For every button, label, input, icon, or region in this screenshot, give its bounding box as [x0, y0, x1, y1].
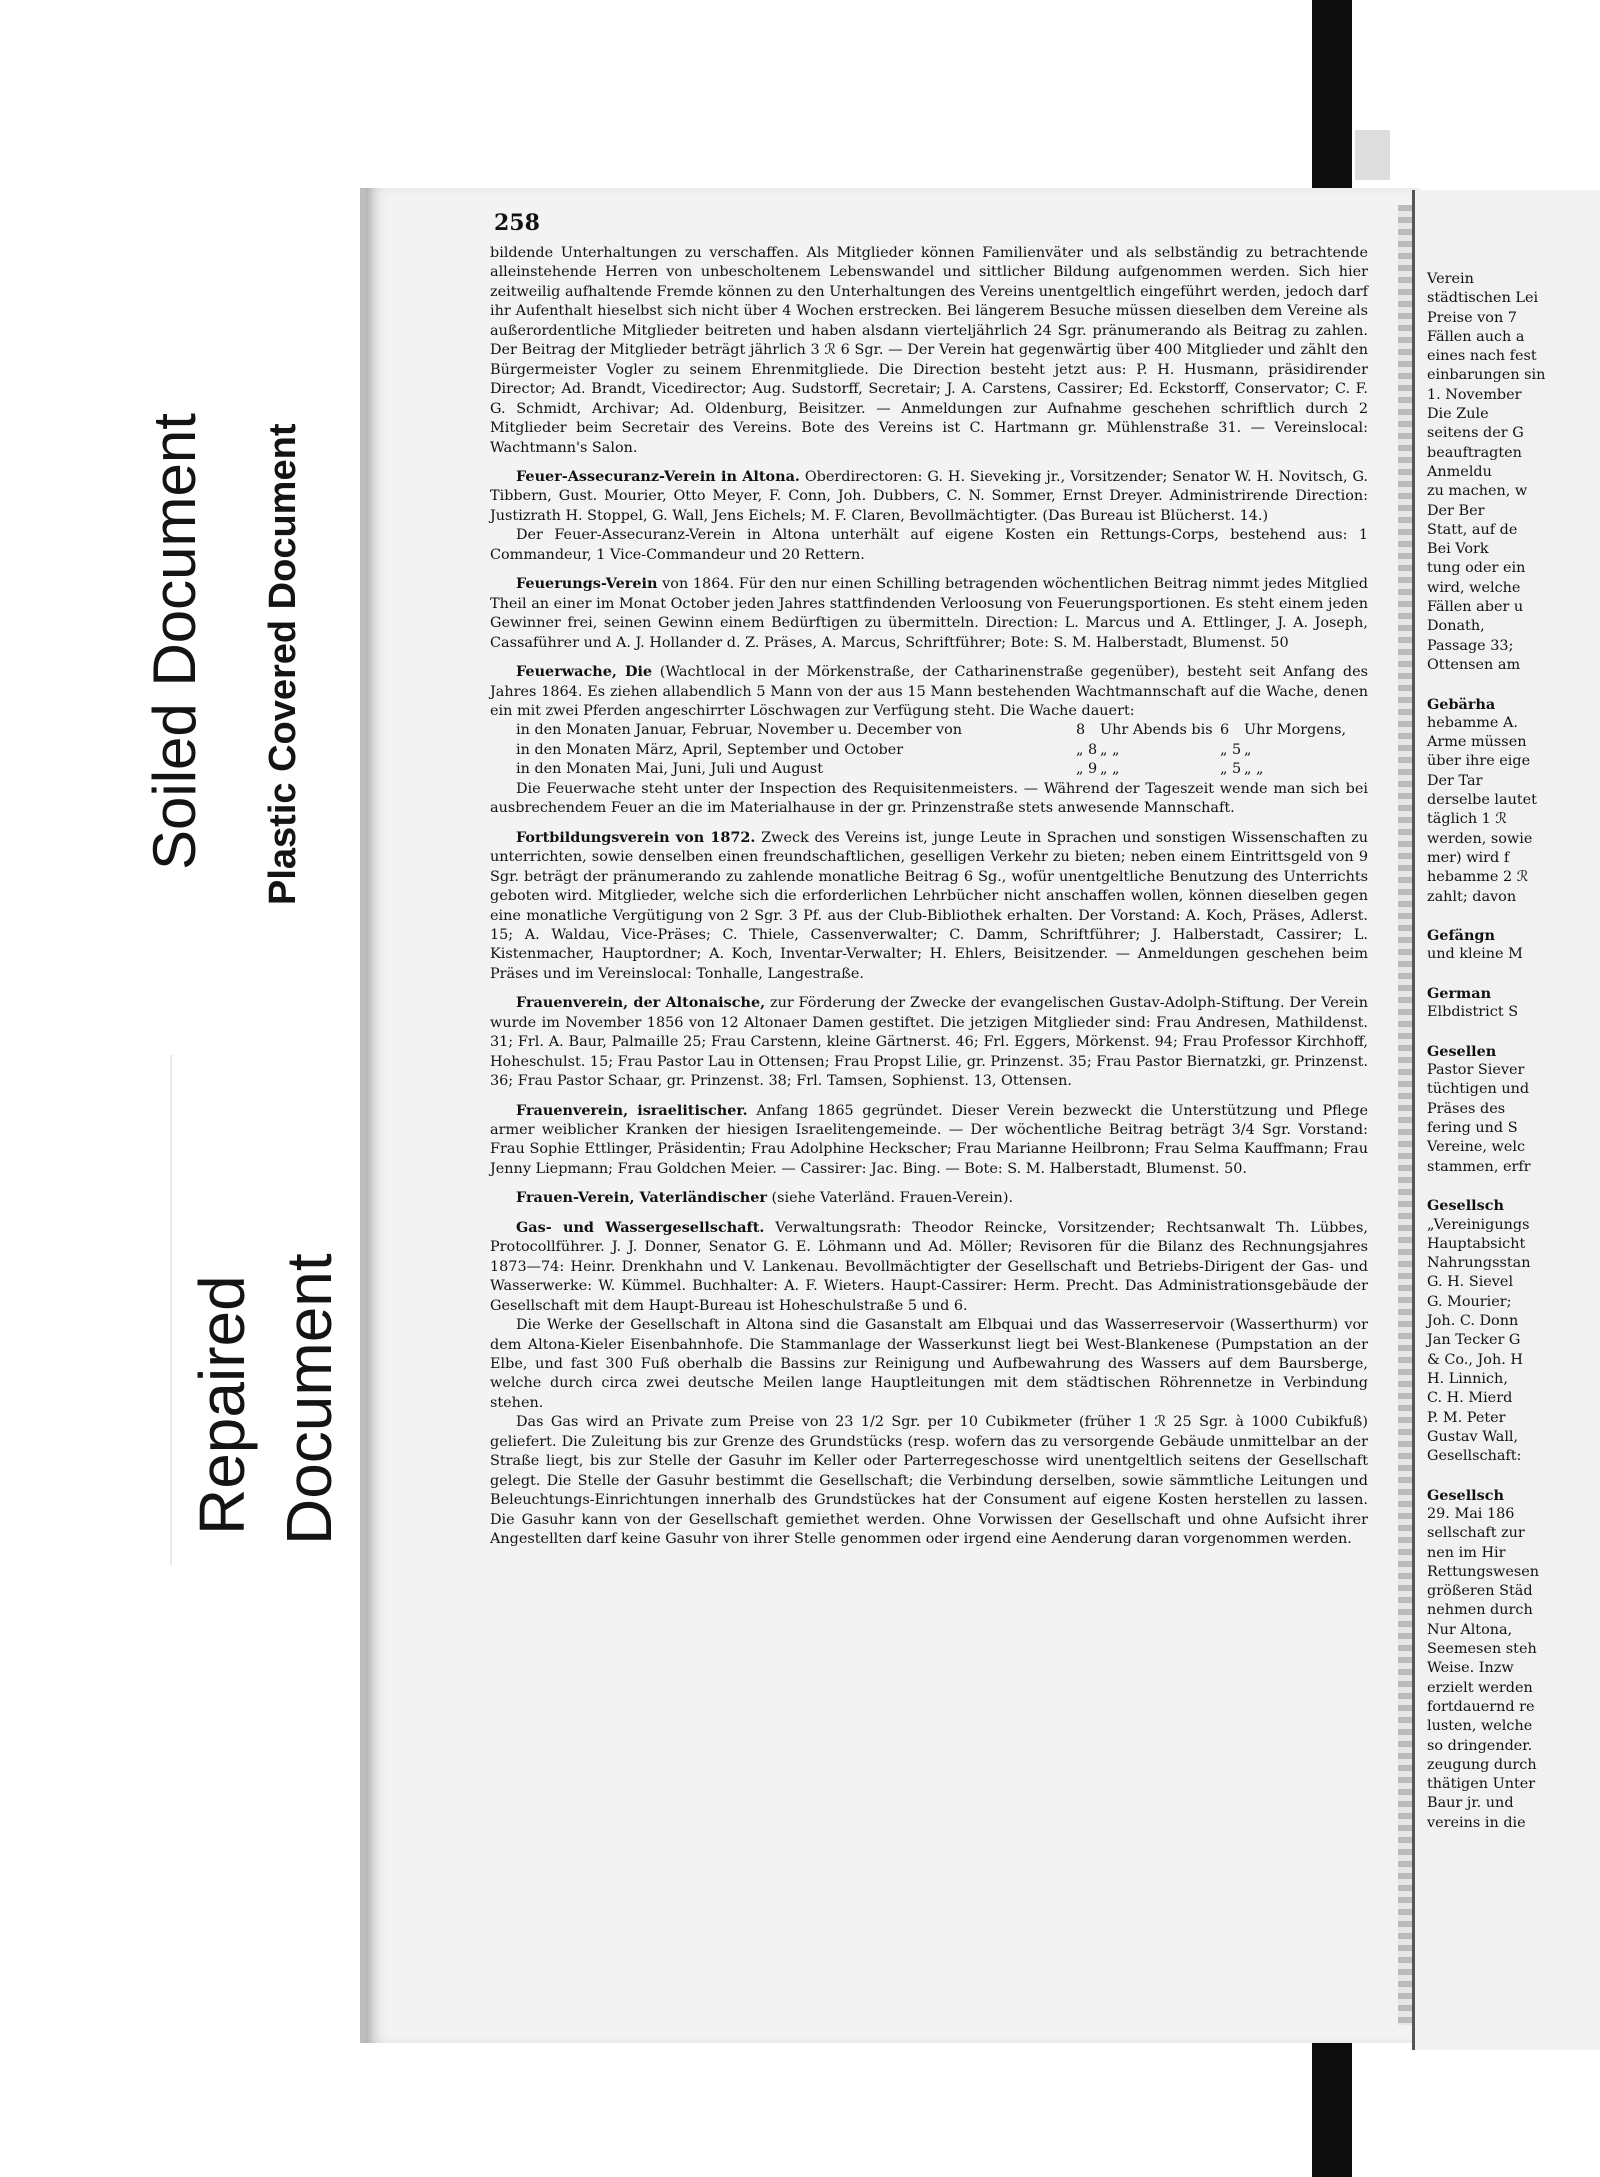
adjacent-line: 29. Mai 186 — [1427, 1506, 1515, 1522]
adjacent-line: Nur Altona, — [1427, 1621, 1513, 1638]
entry-fortbildungsverein — [490, 828, 1368, 985]
entry-text: Zweck des Vereins ist, junge Leute in Sprachen und sonstigen Wissenschaften zu unterrichten, sowie denselben einen freundschaftlichen, geselligen Verkehr zu bieten; neben einem Eintrittsgeld von 9 Sgr. beträgt der pränumerando zu zahlende monatliche Beitrag 6 Sg., wofür unentgeltliche Benutzung des Unterrichts geboten wird. Mitglieder, welche sich die erforderlichen Lehrbücher nicht anschaffen wollen, können dieselben gegen eine monatliche Vergütigung von 2 Sgr. 3 Pf. aus der Club-Bibliothek erhalten. Der Vorstand: A. Koch, Präses, Adlerst. 15; A. Waldau, Vice-Präses; C. Thiele, Cassenverwalter; C. Damm, Schriftführer; J. Halberstadt, Cassirer; L. Kistenmacher, Hauptordner; A. Koch, Inventar-Verwalter; H. Ehlers, Beisitzender. — Anmeldungen geschehen beim Präses und im Vereinslocal: Tonhalle, Langestraße. — [490, 829, 1369, 982]
entry-text-2: Die Feuerwache steht unter der Inspection des Requisitenmeisters. — Während der Tageszeit wende man sich bei ausbrechendem Feuer an die im Materialhause in der gr. Prinzenstraße stets anwesende Mannschaft. — [490, 780, 1368, 817]
entry-text-3: Das Gas wird an Private zum Preise von 23 1/2 Sgr. per 10 Cubikmeter (früher 1 ℛ 25 Sgr. à 1000 Cubikfuß) geliefert. Die Zuleitung bis zur Grenze des Grundstücks (resp. wofern das zu versorgende Gebäude unmittelbar an der Straße liegt, bis zur Stelle der Gasuhr im Keller oder Parterregeschosse wird unentgeltlich seitens der Gesellschaft gelegt. Die Stelle der Gasuhr bestimmt die Gesellschaft; die Verbindung derselben, sowie sämmtliche Leitungen und Beleuchtungs-Einrichtungen innerhalb des Grundstückes hat der Consument auf eigene Kosten herstellen zu lassen. Die Gasuhr kann von der Gesellschaft gemiethet werden. Ohne Vorwissen der Gesellschaft und ohne Aufsicht ihrer Angestellten darf keine Gasuhr von ihrer Stelle genommen oder irgend eine Aenderung daran vorgenommen werden. — [490, 1414, 1368, 1548]
entry-frauenverein-israelitischer — [490, 1101, 1368, 1180]
adjacent-line: Gesellen — [1427, 1042, 1497, 1060]
adjacent-line: zeugung durch — [1427, 1756, 1537, 1773]
entry-text: Verwaltungsrath: Theodor Reincke, Vorsitzender; Rechtsanwalt Th. Lübbes, Protocollführer. J. J. Donner, Senator G. E. Löhmann und Ad. Möller; Revisoren für die Bilanz des Rechnungsjahres 1873—74: Heinr. Drenkhahn und V. Lankenau. Bevollmächtigter der Gesellschaft und Betriebs-Dirigent der Gas- und Wasserwerke: W. Kümmel. Buchhalter: A. F. Wieters. Haupt-Cassirer: Herm. Precht. Das Administrationsgebäude der Gesellschaft mit dem Haupt-Bureau ist Hoheschulstraße 5 und 6. — [490, 1219, 1368, 1314]
adjacent-line — [1427, 1177, 1545, 1196]
adjacent-line: Joh. C. Donn — [1427, 1313, 1519, 1330]
adjacent-line: G. Mourier; — [1427, 1293, 1512, 1310]
adjacent-line: stammen, erfr — [1427, 1158, 1531, 1175]
adjacent-line: erzielt werden — [1427, 1679, 1533, 1696]
entry-text: von 1864. Für den nur einen Schilling betragenden wöchentlichen Beitrag nimmt jedes Mitglied Theil an einer im Monat October jeden Jahres stattfindenden Verloosung von Feuerungsportionen. Es steht einem jeden Gewinner frei, seinen Gewinn einem Bedürftigen zu übermitteln. Direction: L. Marcus und A. Ettlinger, J. A. Joseph, Cassaführer und A. J. Hollander d. Z. Präses, A. Marcus, Schriftführer; Bote: S. M. Halberstadt, Blumenst. 50 — [490, 576, 1368, 651]
entry-head: Frauen-Verein, Vaterländischer — [516, 1189, 767, 1207]
adjacent-line: G. H. Sievel — [1427, 1274, 1514, 1291]
adjacent-line: & Co., Joh. H — [1427, 1351, 1523, 1368]
schedule-row: in den Monaten März, April, September und October „ 8 „ „ „ 5 „ — [516, 741, 1252, 758]
schedule-row: in den Monaten Mai, Juni, Juli und August „ 9 „ „ „ 5 „ „ — [516, 761, 1264, 778]
adjacent-line: Vereine, welc — [1427, 1139, 1526, 1156]
entry-feuer-assecuranz — [490, 467, 1368, 565]
entry-gas-wasser — [490, 1218, 1368, 1550]
entry-text: (siehe Vaterländ. Frauen-Verein). — [771, 1190, 1014, 1207]
adjacent-line: H. Linnich, — [1427, 1370, 1508, 1387]
adjacent-line: Die Zule — [1427, 406, 1489, 423]
adjacent-line: German — [1427, 984, 1492, 1002]
adjacent-line — [1427, 907, 1545, 926]
adjacent-line: Gustav Wall, — [1427, 1428, 1519, 1445]
entry-frauenverein-altonaische — [490, 993, 1368, 1091]
adjacent-line: so dringender. — [1427, 1737, 1533, 1754]
plastic-covered-label: Plastic Covered Document — [262, 423, 304, 905]
adjacent-page-lines — [1427, 270, 1545, 1833]
watch-schedule — [516, 721, 1368, 779]
entry-text: (Wachtlocal in der Mörkenstraße, der Catharinenstraße gegenüber), besteht seit Anfang des Jahres 1864. Es ziehen allabendlich 5 Mann von der aus 15 Mann bestehenden Wachtmannschaft auf die Wache, denen ein mit zwei Pferden angeschirrter Löschwagen zur Verfügung steht. Die Wache dauert: — [490, 664, 1368, 719]
page-number: 258 — [494, 210, 540, 236]
adjacent-line: Baur jr. und — [1427, 1795, 1514, 1812]
adjacent-line: zu machen, w — [1427, 483, 1528, 500]
adjacent-line: Anmeldu — [1427, 463, 1492, 480]
adjacent-line: derselbe lautet — [1427, 792, 1537, 809]
entry-text-2: Der Feuer-Assecuranz-Verein in Altona unterhält auf eigene Kosten ein Rettungs-Corps, bestehend aus: 1 Commandeur, 1 Vice-Commandeur und 20 Rettern. — [490, 527, 1368, 563]
adjacent-line: Gesellschaft: — [1427, 1448, 1522, 1465]
adjacent-line — [1427, 965, 1545, 984]
document-page — [360, 188, 1420, 2043]
adjacent-line: tüchtigen und — [1427, 1081, 1530, 1098]
repaired-label-line1: Repaired — [186, 1275, 258, 1535]
adjacent-line: Hauptabsicht — [1427, 1235, 1526, 1252]
adjacent-line: nehmen durch — [1427, 1602, 1533, 1619]
page-gutter — [1398, 205, 1412, 2025]
entry-head: Gas- und Wassergesellschaft. — [516, 1218, 765, 1236]
adjacent-line: fering und S — [1427, 1120, 1518, 1137]
adjacent-line: P. M. Peter — [1427, 1409, 1506, 1426]
entry-head: Feuerungs-Verein — [516, 575, 658, 593]
entry-head: Frauenverein, der Altonaische, — [516, 994, 766, 1012]
adjacent-line: Ottensen am — [1427, 656, 1521, 673]
adjacent-line: vereins in die — [1427, 1814, 1526, 1831]
adjacent-line: zahlt; davon — [1427, 888, 1517, 905]
entry-text: Oberdirectoren: G. H. Sieveking jr., Vorsitzender; Senator W. H. Novitsch, G. Tibbern, Gust. Mourier, Otto Meyer, F. Conn, Joh. Dubbers, C. N. Sommer, Ernst Dreyer. Administrirende Direction: Justizrath H. Stoppel, G. Wall, Jens Eichels; M. F. Claren, Bevollmächtigter. (Das Bureau ist Blücherst. 14.) — [490, 468, 1369, 524]
page-clip — [1355, 130, 1390, 180]
adjacent-line: Der Tar — [1427, 772, 1483, 789]
adjacent-line: wird, welche — [1427, 579, 1521, 596]
adjacent-line: größeren Städ — [1427, 1583, 1533, 1600]
adjacent-line: Gesellsch — [1427, 1197, 1504, 1215]
adjacent-line: Weise. Inzw — [1427, 1660, 1514, 1677]
adjacent-line: Statt, auf de — [1427, 521, 1518, 538]
adjacent-line: Gesellsch — [1427, 1486, 1504, 1504]
adjacent-line: Elbdistrict S — [1427, 1004, 1519, 1021]
adjacent-line: hebamme 2 ℛ — [1427, 869, 1529, 886]
entry-text-2: Die Werke der Gesellschaft in Altona sind die Gasanstalt am Elbquai und das Wasserreservoir (Wasserthurm) vor dem Altona-Kieler Eisenbahnhofe. Die Stammanlage der Wasserkunst liegt bei West-Blankenese (Pumpstation an der Elbe, und fast 300 Fuß oberhalb die Bassins zur Reinigung und Aufbewahrung des Wassers auf dem Baursberge, welche durch circa zwei deutsche Meilen lange Hauptleitungen mit dem städtischen Röhrennetze in Verbindung stehen. — [490, 1317, 1368, 1411]
adjacent-line: fortdauernd re — [1427, 1698, 1535, 1715]
continuation-paragraph: bildende Unterhaltungen zu verschaffen. Als Mitglieder können Familienväter und als selbständig zu betrachtende alleinstehende Herren von unbescholtenem Lebenswandel und sittlicher Bildung aufgenommen werden. Sich hier zeitweilig aufhaltende Fremde können zu den Unterhaltungen des Vereins unentgeltlich eingeführt werden, jedoch darf ihr Aufenthalt hieselbst sich nicht über 4 Wochen erstrecken. Bei längerem Besuche müssen dieselben dem Vereine als außerordentliche Mitglieder beitreten und haben alsdann vierteljährlich 24 Sgr. pränumerando als Beitrag zu zahlen. Der Beitrag der Mitglieder beträgt jährlich 3 ℛ 6 Sgr. — Der Verein hat gegenwärtig über 400 Mitglieder und zählt den Bürgermeister Vogler zu seinem Ehrenmitgliede. Die Direction besteht jetzt aus: P. H. Husmann, präsidirender Director; Ad. Brandt, Vicedirector; Aug. Sudstorff, Secretair; J. A. Carstens, Cassirer; Ed. Eckstorff, Conservator; C. F. G. Schmidt, Archivar; Ad. Oldenburg, Beisitzer. — Anmeldungen zur Aufnahme geschehen schriftlich durch 2 Mitglieder beim Secretair des Vereins. Bote des Vereins ist C. Hartmann gr. Mühlenstraße 31. — Vereinslocal: Wachtmann's Salon. — [490, 245, 1368, 456]
adjacent-line: werden, sowie — [1427, 830, 1533, 847]
entry-text: Anfang 1865 gegründet. Dieser Verein bezweckt die Unterstützung und Pflege armer weiblicher Kranken der hiesigen Israelitengemeinde. — Der wöchentliche Beitrag beträgt 3/4 Sgr. Vorstand: Frau Sophie Ettlinger, Präsidentin; Frau Adolphine Heckscher; Frau Marianne Heilbronn; Frau Selma Kauffmann; Frau Jenny Liepmann; Frau Goldchen Meier. — Cassirer: Jac. Bing. — Bote: S. M. Halberstadt, Blumenst. 50. — [490, 1102, 1368, 1177]
adjacent-line: städtischen Lei — [1427, 290, 1539, 307]
adjacent-line: seitens der G — [1427, 425, 1524, 442]
adjacent-line: und kleine M — [1427, 946, 1523, 963]
adjacent-line: Passage 33; — [1427, 637, 1514, 654]
adjacent-line: täglich 1 ℛ — [1427, 811, 1507, 828]
adjacent-line: Rettungswesen — [1427, 1563, 1540, 1580]
adjacent-line: sellschaft zur — [1427, 1525, 1525, 1542]
adjacent-line: Seemesen steh — [1427, 1641, 1537, 1658]
entry-text: zur Förderung der Zwecke der evangelischen Gustav-Adolph-Stiftung. Der Verein wurde im November 1856 von 12 Altonaer Damen gestiftet. Die jetzigen Mitglieder sind: Frau Andresen, Mathildenst. 31; Frl. A. Baur, Palmaille 25; Frau Carstenn, kleine Gärtnerst. 46; Frl. Eggers, Mörkenst. 94; Frau Professor Kirchhoff, Hoheschulst. 15; Frau Pastor Lau in Ottensen; Frau Propst Lilie, gr. Prinzenst. 35; Frau Pastor Biernatzki, gr. Prinzenst. 36; Frau Pastor Schaar, gr. Prinzenst. 38; Frl. Tamsen, Sophienst. 13, Ottensen. — [490, 995, 1369, 1090]
adjacent-line: eines nach fest — [1427, 348, 1537, 365]
adjacent-line — [1427, 1023, 1545, 1042]
adjacent-line: Präses des — [1427, 1100, 1506, 1117]
adjacent-page — [1412, 190, 1600, 2050]
adjacent-line: Preise von 7 — [1427, 309, 1517, 326]
adjacent-line: über ihre eige — [1427, 753, 1531, 770]
soiled-document-label: Soiled Document — [141, 413, 208, 870]
entry-feuerwache — [490, 662, 1368, 819]
adjacent-line: mer) wird f — [1427, 849, 1510, 866]
entry-head: Frauenverein, israelitischer. — [516, 1101, 748, 1119]
adjacent-line: Bei Vork — [1427, 541, 1489, 558]
adjacent-line: Fällen aber u — [1427, 599, 1524, 616]
adjacent-line: Pastor Siever — [1427, 1062, 1525, 1079]
adjacent-line: Jan Tecker G — [1427, 1332, 1521, 1349]
adjacent-line: nen im Hir — [1427, 1544, 1506, 1561]
adjacent-line: Verein — [1427, 271, 1474, 287]
adjacent-line: beauftragten — [1427, 444, 1522, 461]
adjacent-line: thätigen Unter — [1427, 1776, 1536, 1793]
entry-frauen-verein-vaterlaendischer — [490, 1188, 1368, 1208]
adjacent-line: C. H. Mierd — [1427, 1390, 1513, 1407]
adjacent-line: 1. November — [1427, 386, 1522, 403]
schedule-row: in den Monaten Januar, Februar, November u. December von 8 Uhr Abends bis 6 Uhr Morgens, — [516, 722, 1347, 739]
adjacent-line — [1427, 675, 1545, 694]
entry-head: Feuer-Assecuranz-Verein in Altona. — [516, 467, 800, 485]
entry-head: Feuerwache, Die — [516, 663, 653, 681]
adjacent-line: lusten, welche — [1427, 1718, 1533, 1735]
entry-feuerungs-verein — [490, 574, 1368, 653]
page-body — [490, 244, 1368, 1559]
adjacent-line: hebamme A. — [1427, 714, 1518, 731]
adjacent-line — [1427, 1466, 1545, 1485]
adjacent-line: Gebärha — [1427, 695, 1496, 713]
adjacent-line: Nahrungsstan — [1427, 1255, 1531, 1272]
adjacent-line: Gefängn — [1427, 927, 1495, 945]
adjacent-line: Arme müssen — [1427, 734, 1527, 751]
adjacent-line: einbarungen sin — [1427, 367, 1546, 384]
adjacent-line: Der Ber — [1427, 502, 1485, 519]
adjacent-line: Donath, — [1427, 618, 1485, 635]
repaired-label-line2: Document — [273, 1253, 345, 1545]
adjacent-line: Fällen auch a — [1427, 328, 1525, 345]
adjacent-line: „Vereinigungs — [1427, 1216, 1530, 1233]
adjacent-line: tung oder ein — [1427, 560, 1526, 577]
entry-head: Fortbildungsverein von 1872. — [516, 828, 756, 846]
